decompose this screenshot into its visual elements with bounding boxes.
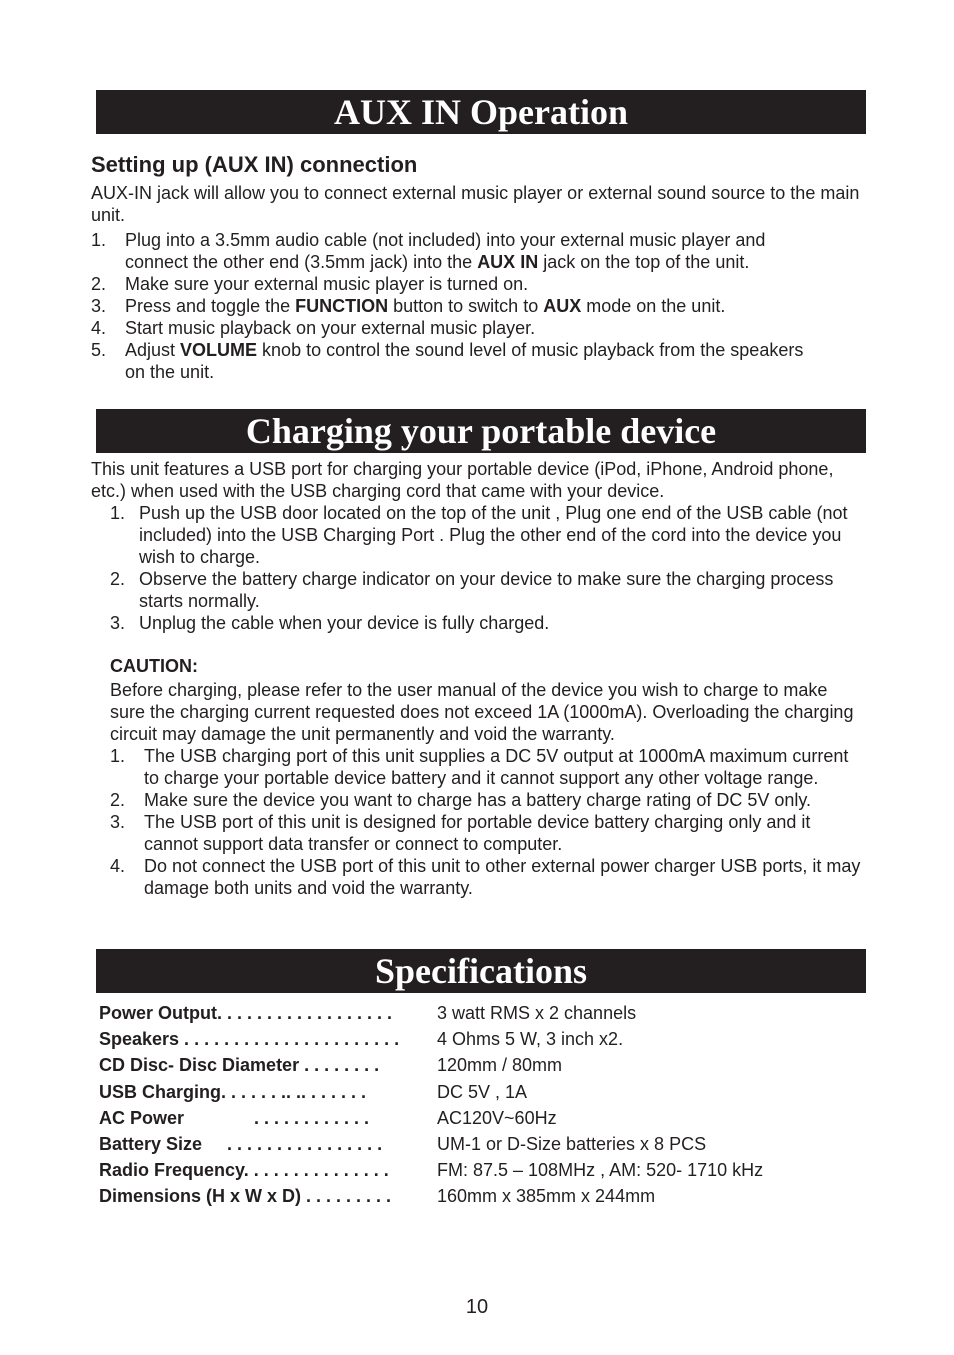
spec-value: 120mm / 80mm (437, 1055, 563, 1076)
spec-row (99, 1026, 763, 1052)
caution-item (110, 811, 868, 855)
aux-step (91, 273, 866, 295)
spec-label: Radio Frequency. . . . . . . . . . . . . . . (99, 1160, 389, 1181)
spec-value: UM-1 or D-Size batteries x 8 PCS (437, 1133, 707, 1154)
caution-list (110, 745, 868, 899)
spec-row (99, 1079, 763, 1105)
step-text: Plug into a 3.5mm audio cable (not included) into your external music player and (125, 230, 766, 250)
spec-row (99, 1131, 763, 1157)
aux-subtitle: Setting up (AUX IN) connection (91, 152, 418, 177)
section-title-specifications: Specifications (96, 949, 866, 993)
page-number: 10 (465, 1296, 489, 1318)
item-text: The USB charging port of this unit supplies a DC 5V output at 1000mA maximum current to charge your portable device battery and it cannot support any other voltage range. (144, 746, 849, 788)
step-text: Make sure your external music player is turned on. (125, 274, 529, 294)
spec-label: Battery Size . . . . . . . . . . . . . . . . (99, 1133, 383, 1154)
spec-row (99, 1183, 763, 1209)
step-number: 1. (91, 230, 107, 250)
spec-row (99, 1157, 763, 1183)
spec-row (99, 1000, 763, 1026)
step-text: Adjust (125, 340, 181, 360)
item-number: 4. (110, 856, 126, 876)
spec-value: FM: 87.5 – 108MHz , AM: 520- 1710 kHz (437, 1160, 764, 1181)
spec-value: 4 Ohms 5 W, 3 inch x2. (437, 1029, 624, 1050)
charging-steps (110, 502, 870, 634)
step-text: knob to control the sound level of music playback from the speakers (257, 340, 804, 360)
step-text: Start music playback on your external music player. (125, 318, 536, 338)
step-bold-text: FUNCTION (295, 296, 389, 316)
step-text: on the unit. (125, 362, 215, 382)
spec-value: DC 5V , 1A (437, 1081, 528, 1102)
aux-intro: AUX-IN jack will allow you to connect external music player or external sound source to the main unit. (91, 183, 860, 225)
spec-label: CD Disc- Disc Diameter . . . . . . . . (99, 1055, 380, 1076)
step-number: 3. (110, 613, 126, 633)
spec-label: USB Charging. . . . . . .. .. . . . . . . (99, 1081, 367, 1102)
section-title-aux-in: AUX IN Operation (96, 90, 866, 134)
step-number: 1. (110, 503, 126, 523)
step-number: 2. (91, 274, 107, 294)
step-number: 3. (91, 296, 107, 316)
step-text: button to switch to (388, 296, 544, 316)
caution-item (110, 789, 868, 811)
charging-step (110, 612, 870, 634)
aux-step (91, 295, 866, 317)
step-number: 4. (91, 318, 107, 338)
spec-row (99, 1105, 763, 1131)
item-text: Make sure the device you want to charge has a battery charge rating of DC 5V only. (144, 790, 812, 810)
step-text: Press and toggle the (125, 296, 296, 316)
caution-title: CAUTION: (110, 656, 198, 676)
caution-text: Before charging, please refer to the user manual of the device you wish to charge to make sure the charging current requested does not exceed 1A (1000mA). Overloading the charging circuit may damage the unit permanently and void the warranty. (110, 680, 854, 744)
spec-value: 160mm x 385mm x 244mm (437, 1186, 656, 1207)
caution-item (110, 855, 868, 899)
spec-label: AC Power . . . . . . . . . . . . (99, 1107, 370, 1128)
aux-step (91, 229, 866, 273)
step-text: mode on the unit. (581, 296, 726, 316)
step-text: connect the other end (3.5mm jack) into the (125, 252, 478, 272)
spec-row (99, 1052, 763, 1078)
step-text: Unplug the cable when your device is fully charged. (139, 613, 550, 633)
spec-value: 3 watt RMS x 2 channels (437, 1003, 637, 1023)
step-text: jack on the top of the unit. (538, 252, 750, 272)
step-number: 2. (110, 569, 126, 589)
section-title-charging: Charging your portable device (96, 409, 866, 453)
aux-step (91, 339, 866, 383)
step-bold-text: AUX (543, 296, 582, 316)
charging-step (110, 502, 870, 568)
spec-value: AC120V~60Hz (437, 1107, 557, 1128)
item-number: 2. (110, 790, 126, 810)
spec-label: Power Output. . . . . . . . . . . . . . . . . . (99, 1003, 393, 1023)
aux-steps (91, 229, 866, 383)
item-number: 3. (110, 812, 126, 832)
step-text: Observe the battery charge indicator on your device to make sure the charging process starts normally. (139, 569, 834, 611)
spec-label: Speakers . . . . . . . . . . . . . . . . . . . . . . (99, 1029, 400, 1050)
step-bold-text: AUX IN (477, 252, 539, 272)
item-text: The USB port of this unit is designed for portable device battery charging only and it cannot support data transfer or connect to computer. (144, 812, 811, 854)
step-bold-text: VOLUME (180, 340, 258, 360)
step-number: 5. (91, 340, 107, 360)
item-number: 1. (110, 746, 126, 766)
item-text: Do not connect the USB port of this unit to other external power charger USB ports, it may damage both units and void the warranty. (144, 856, 861, 898)
spec-label: Dimensions (H x W x D) . . . . . . . . . (99, 1186, 392, 1207)
caution-item (110, 745, 868, 789)
charging-intro: This unit features a USB port for charging your portable device (iPod, iPhone, Android phone, etc.) when used with the USB charging cord that came with your device. (91, 459, 834, 501)
specs-table (99, 1000, 763, 1210)
charging-step (110, 568, 870, 612)
aux-step (91, 317, 866, 339)
step-text: Push up the USB door located on the top of the unit , Plug one end of the USB cable (not included) into the USB Charging Port . Plug the other end of the cord into the device you wish to charge. (139, 503, 848, 567)
